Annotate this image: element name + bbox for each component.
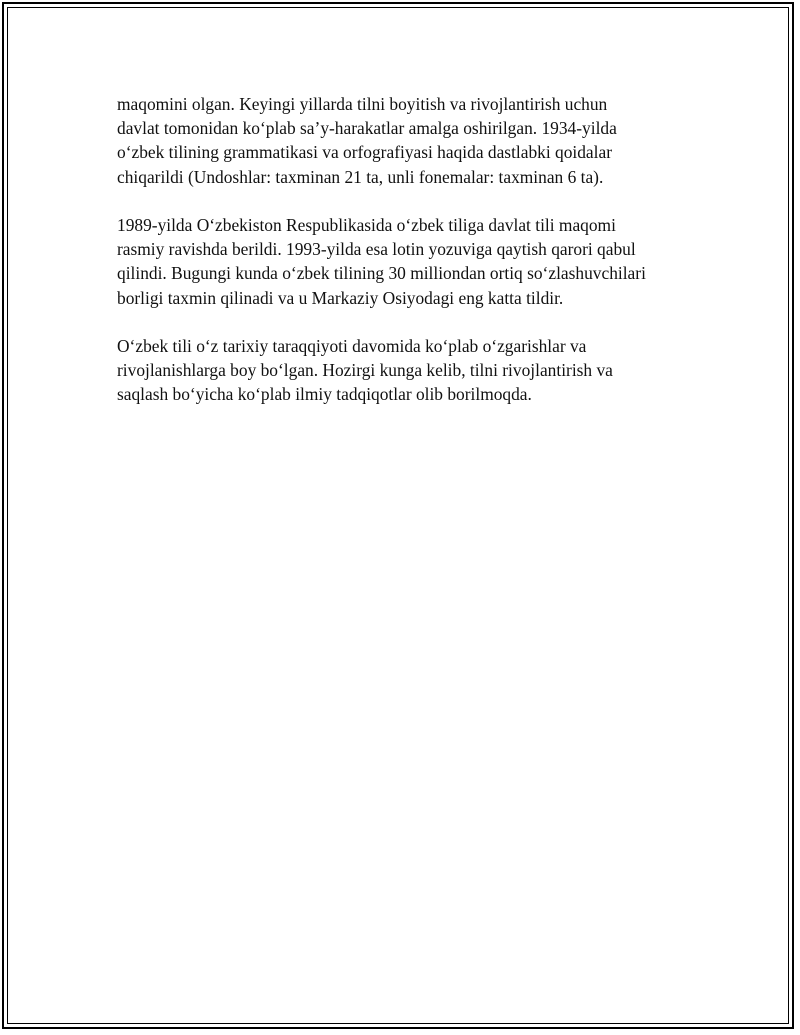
paragraph-3: Oʻzbek tili oʻz tarixiy taraqqiyoti davomida koʻplab oʻzgarishlar va rivojlanishlarga boy boʻlgan. Hozirgi kunga kelib, tilni rivojlantirish va saqlash boʻyicha koʻplab ilmiy tadqiqotlar olib borilmoqda.: [117, 336, 613, 405]
paragraph-2: 1989-yilda Oʻzbekiston Respublikasida oʻzbek tiliga davlat tili maqomi rasmiy ravishda berildi. 1993-yilda esa lotin yozuviga qaytish qarori qabul qilindi. Bugungi kunda oʻzbek tilining 30 milliondan ortiq soʻzlashuvchilari borligi taxmin qilinadi va u Markaziy Osiyodagi eng katta tildir.: [117, 215, 646, 308]
paragraph-1: maqomini olgan. Keyingi yillarda tilni boyitish va rivojlantirish uchun davlat tomonidan koʻplab saʼy-harakatlar amalga oshirilgan. 1934-yilda oʻzbek tilining grammatikasi va orfografiyasi haqida dastlabki qoidalar chiqarildi (Undoshlar: taxminan 21 ta, unli fonemalar: taxminan 6 ta).: [117, 94, 617, 187]
document-body: [117, 92, 697, 431]
